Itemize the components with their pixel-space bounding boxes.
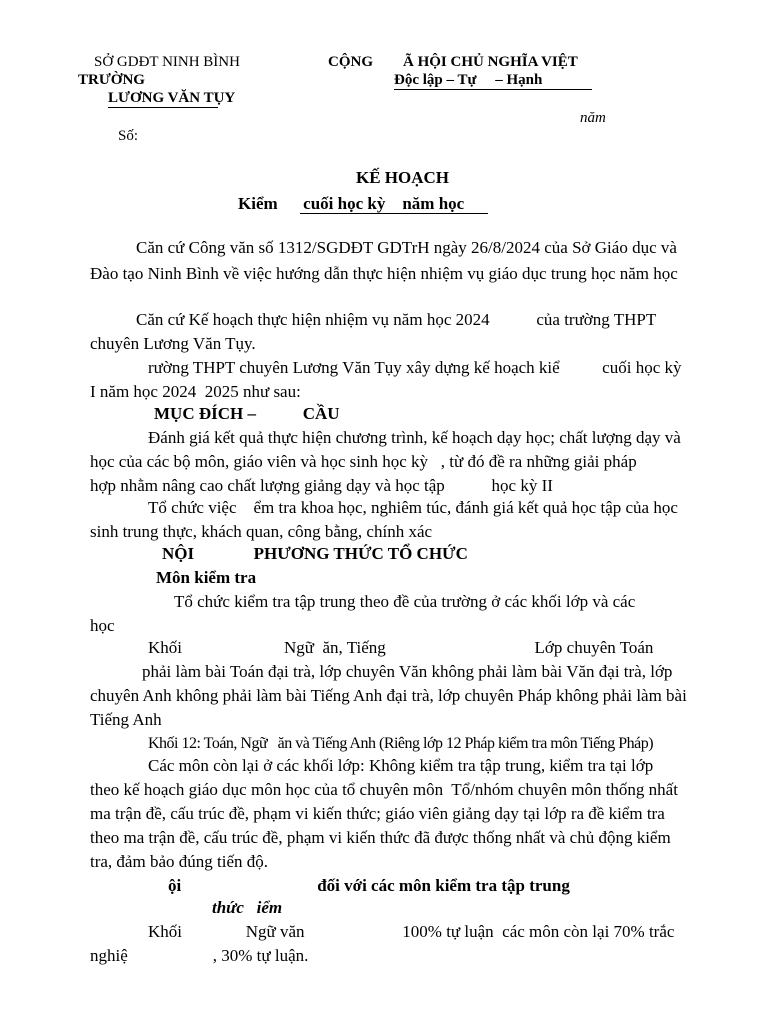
paragraph-7-line-2: phải làm bài Toán đại trà, lớp chuyên Văn không phải làm bài Văn đại trà, lớp [142,662,673,681]
document-subtitle: Kiểm cuối học kỳ năm học [238,194,465,213]
paragraph-10-line-1: Khối Ngữ văn 100% tự luận các môn còn lại 70% trắc [148,922,675,941]
paragraph-7-line-1: Khối Ngữ ăn, Tiếng Lớp chuyên Toán [148,638,654,657]
paragraph-6-line-1: Tổ chức kiểm tra tập trung theo đề của trường ở các khối lớp và các [174,592,636,611]
paragraph-9-line-3: ma trận đề, cấu trúc đề, phạm vi kiến thức; giáo viên giảng dạy tại lớp ra đề kiểm tra [90,804,665,823]
dept-name: SỞ GDĐT NINH BÌNH [94,54,240,70]
subsection-heading-exam-format: thức iểm [212,898,283,917]
paragraph-9-line-2: theo kế hoạch giáo dục môn học của tổ chuyên môn Tổ/nhóm chuyên môn thống nhất [90,780,678,799]
subsection-heading-exam-content: ội đối với các môn kiểm tra tập trung [168,876,570,895]
subtitle-underline [300,213,488,214]
document-date: năm [580,110,606,126]
paragraph-1-line-1: Căn cứ Công văn số 1312/SGDĐT GDTrH ngày 26/8/2024 của Sở Giáo dục và [136,238,677,257]
paragraph-9-line-1: Các môn còn lại ở các khối lớp: Không kiểm tra tập trung, kiểm tra tại lớp [148,756,654,775]
paragraph-3-line-2: I năm học 2024 2025 như sau: [90,382,301,401]
paragraph-5-line-2: sinh trung thực, khách quan, công bằng, chính xác [90,522,433,541]
paragraph-1-line-2: Đào tạo Ninh Bình về việc hướng dẫn thực hiện nhiệm vụ giáo dục trung học năm học [90,264,678,283]
section-heading-purpose: MỤC ĐÍCH – CẦU [154,404,340,423]
document-title: KẾ HOẠCH [356,168,450,187]
paragraph-5-line-1: Tổ chức việc ểm tra khoa học, nghiêm túc, đánh giá kết quả học tập của học [148,498,678,517]
paragraph-9-line-5: tra, đảm bảo đúng tiến độ. [90,852,268,871]
paragraph-7-line-3: chuyên Anh không phải làm bài Tiếng Anh đại trà, lớp chuyên Pháp không phải làm bài [90,686,687,705]
national-motto: Độc lập – Tự – Hạnh [394,72,543,88]
section-heading-content: NỘI PHƯƠNG THỨC TỔ CHỨC [162,544,468,563]
subsection-heading-subjects: Môn kiểm tra [156,568,257,587]
paragraph-4-line-2: học của các bộ môn, giáo viên và học sinh học kỳ , từ đó đề ra những giải pháp [90,452,637,471]
paragraph-4-line-1: Đánh giá kết quả thực hiện chương trình, kế hoạch dạy học; chất lượng dạy và [148,428,681,447]
republic-title: CỘNG Ã HỘI CHỦ NGHĨA VIỆT [328,54,578,70]
school-underline [108,107,218,108]
paragraph-6-line-2: học [90,616,115,635]
document-number: Số: [118,128,139,144]
paragraph-9-line-4: theo ma trận đề, cấu trúc đề, phạm vi kiến thức đã được thống nhất và chủ động kiểm [90,828,671,847]
paragraph-2-line-1: Căn cứ Kế hoạch thực hiện nhiệm vụ năm học 2024 của trường THPT [136,310,657,329]
school-name-line1: TRƯỜNG [78,72,145,88]
paragraph-10-line-2: nghiệ , 30% tự luận. [90,946,309,965]
paragraph-8: Khối 12: Toán, Ngữ ăn và Tiếng Anh (Riêng lớp 12 Pháp kiểm tra môn Tiếng Pháp) [148,735,654,752]
paragraph-4-line-3: hợp nhằm nâng cao chất lượng giảng dạy và học tập học kỳ II [90,476,553,495]
paragraph-3-line-1: rường THPT chuyên Lương Văn Tụy xây dựng kế hoạch kiể cuối học kỳ [148,358,682,377]
paragraph-7-line-4: Tiếng Anh [90,710,162,729]
paragraph-2-line-2: chuyên Lương Văn Tụy. [90,334,256,353]
motto-underline [394,89,592,90]
school-name-line2: LƯƠNG VĂN TỤY [108,90,236,106]
